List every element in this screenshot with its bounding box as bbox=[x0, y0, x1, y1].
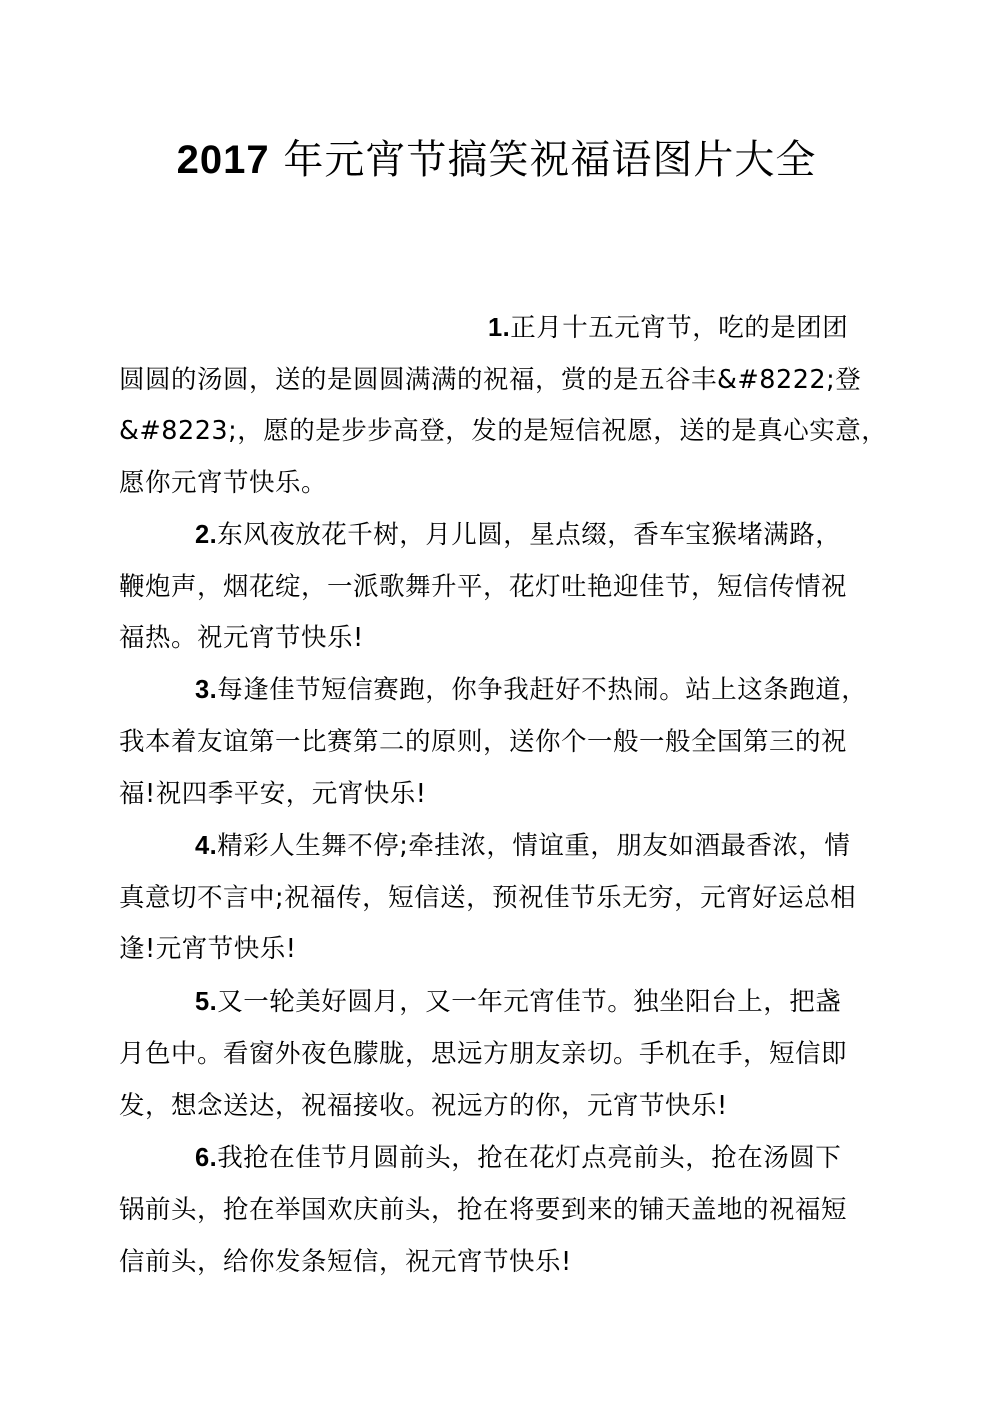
paragraph-3-line-3: 福!祝四季平安，元宵快乐! bbox=[119, 779, 427, 809]
paragraph-6-line-1: 6.我抢在佳节月圆前头，抢在花灯点亮前头，抢在汤圆下 bbox=[195, 1143, 842, 1173]
paragraph-2-line-1: 2.东风夜放花千树，月儿圆，星点缀，香车宝猴堵满路， bbox=[195, 520, 842, 550]
paragraph-number: 5. bbox=[195, 988, 218, 1016]
paragraph-2-line-2: 鞭炮声，烟花绽，一派歌舞升平，花灯吐艳迎佳节，短信传情祝 bbox=[119, 572, 848, 602]
title-year: 2017 bbox=[176, 138, 270, 182]
title-text: 年元宵节搞笑祝福语图片大全 bbox=[269, 137, 817, 183]
paragraph-4-line-1: 4.精彩人生舞不停;牵挂浓，情谊重，朋友如酒最香浓，情 bbox=[195, 831, 851, 861]
paragraph-5-line-3: 发，想念送达，祝福接收。祝远方的你，元宵节快乐! bbox=[119, 1091, 728, 1121]
paragraph-3-line-2: 我本着友谊第一比赛第二的原则，送你个一般一般全国第三的祝 bbox=[119, 727, 848, 757]
paragraph-1-line-1: 1.正月十五元宵节，吃的是团团 bbox=[488, 313, 849, 343]
paragraph-2-line-3: 福热。祝元宵节快乐! bbox=[119, 623, 364, 653]
paragraph-4-line-2: 真意切不言中;祝福传，短信送，预祝佳节乐无穷，元宵好运总相 bbox=[119, 883, 857, 913]
paragraph-6-line-3: 信前头，给你发条短信，祝元宵节快乐! bbox=[119, 1247, 572, 1277]
page-title bbox=[0, 132, 993, 188]
paragraph-4-line-3: 逢!元宵节快乐! bbox=[119, 934, 297, 964]
paragraph-3-line-1: 3.每逢佳节短信赛跑，你争我赶好不热闹。站上这条跑道， bbox=[195, 675, 868, 705]
paragraph-5-line-1: 5.又一轮美好圆月，又一年元宵佳节。独坐阳台上，把盏 bbox=[195, 987, 842, 1017]
paragraph-1-line-3: &#8223;，愿的是步步高登，发的是短信祝愿，送的是真心实意， bbox=[119, 416, 888, 446]
paragraph-1-line-4: 愿你元宵节快乐。 bbox=[119, 468, 328, 498]
paragraph-1-line-2: 圆圆的汤圆，送的是圆圆满满的祝福，赏的是五谷丰&#8222;登 bbox=[119, 365, 862, 395]
paragraph-number: 1. bbox=[488, 314, 511, 342]
paragraph-5-line-2: 月色中。看窗外夜色朦胧，思远方朋友亲切。手机在手，短信即 bbox=[119, 1039, 848, 1069]
paragraph-number: 3. bbox=[195, 676, 218, 704]
paragraph-number: 4. bbox=[195, 832, 218, 860]
paragraph-number: 6. bbox=[195, 1144, 218, 1172]
paragraph-6-line-2: 锅前头，抢在举国欢庆前头，抢在将要到来的铺天盖地的祝福短 bbox=[119, 1195, 848, 1225]
paragraph-number: 2. bbox=[195, 521, 218, 549]
